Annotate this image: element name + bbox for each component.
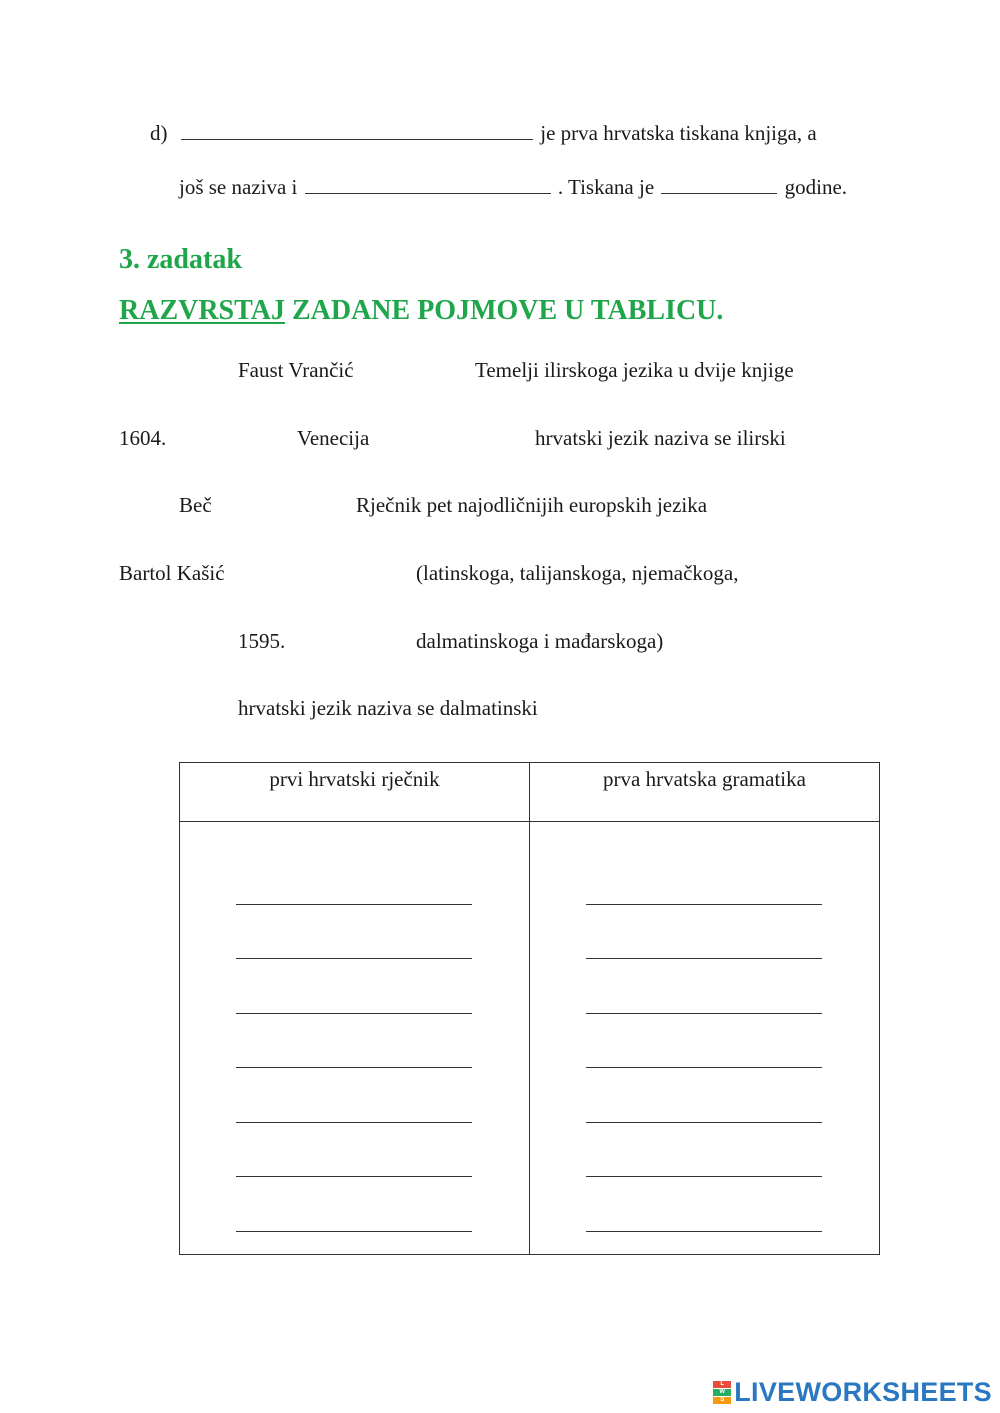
liveworksheets-wordmark: LIVEWORKSHEETS xyxy=(734,1376,992,1407)
instruction-rest: ZADANE POJMOVE U TABLICU. xyxy=(284,295,724,326)
term-1604: 1604. xyxy=(119,426,167,450)
blank-book-title[interactable] xyxy=(181,138,533,140)
term-temelji: Temelji ilirskoga jezika u dvije knjige xyxy=(475,358,794,382)
exercise-d-line1-text: je prva hrvatska tiskana knjiga, a xyxy=(540,121,817,145)
term-languages-1: (latinskoga, talijanskoga, njemačkoga, xyxy=(416,561,739,585)
exercise-d-label: d) xyxy=(150,121,168,145)
exercise-d-line2 xyxy=(179,177,847,198)
blank-year[interactable] xyxy=(661,192,777,194)
task-title: 3. zadatak xyxy=(119,244,242,275)
table-header-grammar: prva hrvatska gramatika xyxy=(530,763,880,822)
term-bec: Beč xyxy=(179,493,212,517)
blank-alt-name[interactable] xyxy=(305,192,551,194)
grammar-column xyxy=(530,822,880,1255)
exercise-d-line2-text-c: godine. xyxy=(784,175,848,199)
exercise-d-line2-text-a: još se naziva i xyxy=(179,175,298,199)
grammar-answer-line[interactable] xyxy=(586,1231,822,1232)
exercise-d-line2-text-b: . Tiskana je xyxy=(557,175,655,199)
liveworksheets-logo-icon: L W S xyxy=(713,1381,731,1404)
dictionary-answer-line[interactable] xyxy=(236,1231,472,1232)
term-venecija: Venecija xyxy=(297,426,370,450)
term-faust-vrancic: Faust Vrančić xyxy=(238,358,354,382)
sorting-table xyxy=(179,762,880,1255)
liveworksheets-branding xyxy=(713,1375,992,1409)
term-ilirski: hrvatski jezik naziva se ilirski xyxy=(535,426,786,450)
term-rjecnik: Rječnik pet najodličnijih europskih jezika xyxy=(356,493,708,517)
term-dalmatinski: hrvatski jezik naziva se dalmatinski xyxy=(238,696,538,720)
term-languages-2: dalmatinskoga i mađarskoga) xyxy=(416,629,664,653)
task-instruction xyxy=(119,295,723,327)
term-1595: 1595. xyxy=(238,629,286,653)
table-header-dictionary: prvi hrvatski rječnik xyxy=(180,763,530,822)
term-bartol-kasic: Bartol Kašić xyxy=(119,561,225,585)
exercise-d-line1 xyxy=(179,123,817,144)
dictionary-column xyxy=(180,822,530,1255)
instruction-underlined: RAZVRSTAJ xyxy=(119,295,285,326)
